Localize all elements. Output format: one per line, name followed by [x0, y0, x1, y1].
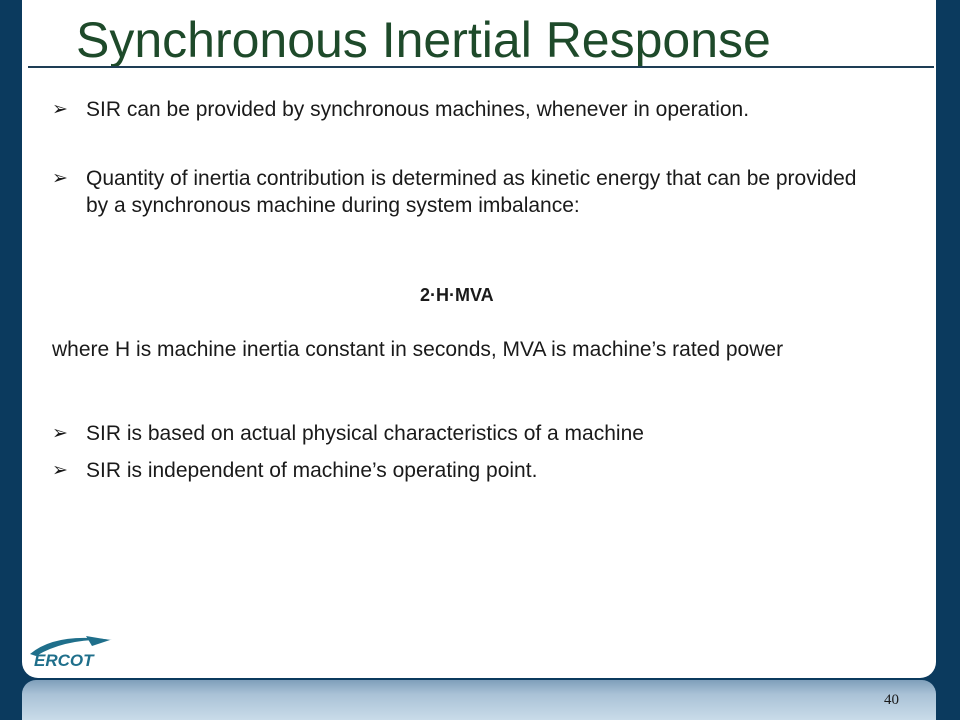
arrow-bullet-icon: ➢ [52, 460, 68, 481]
explanation-text: where H is machine inertia constant in seconds, MVA is machine’s rated power [52, 338, 784, 361]
bullet-text: Quantity of inertia contribution is determined as kinetic energy that can be provided by a synchronous machine during system imbalance: [86, 167, 857, 217]
bullet-item [52, 165, 872, 219]
bullet-text: SIR is based on actual physical characteristics of a machine [86, 422, 644, 445]
bullet-item [52, 420, 872, 447]
ercot-logo [26, 632, 116, 672]
formula: 2·H·MVA [420, 285, 494, 305]
slide-title: Synchronous Inertial Response [76, 12, 771, 68]
page-number: 40 [884, 692, 899, 708]
bullet-text: SIR can be provided by synchronous machines, whenever in operation. [86, 98, 750, 121]
bullet-text: SIR is independent of machine’s operating point. [86, 459, 538, 482]
arrow-bullet-icon: ➢ [52, 168, 68, 189]
logo-wordmark: ERCOT [34, 651, 94, 670]
bullet-item [52, 457, 872, 484]
footer-bar [22, 680, 936, 720]
arrow-bullet-icon: ➢ [52, 99, 68, 120]
arrow-bullet-icon: ➢ [52, 423, 68, 444]
bullet-item [52, 96, 832, 123]
title-divider [28, 66, 934, 68]
